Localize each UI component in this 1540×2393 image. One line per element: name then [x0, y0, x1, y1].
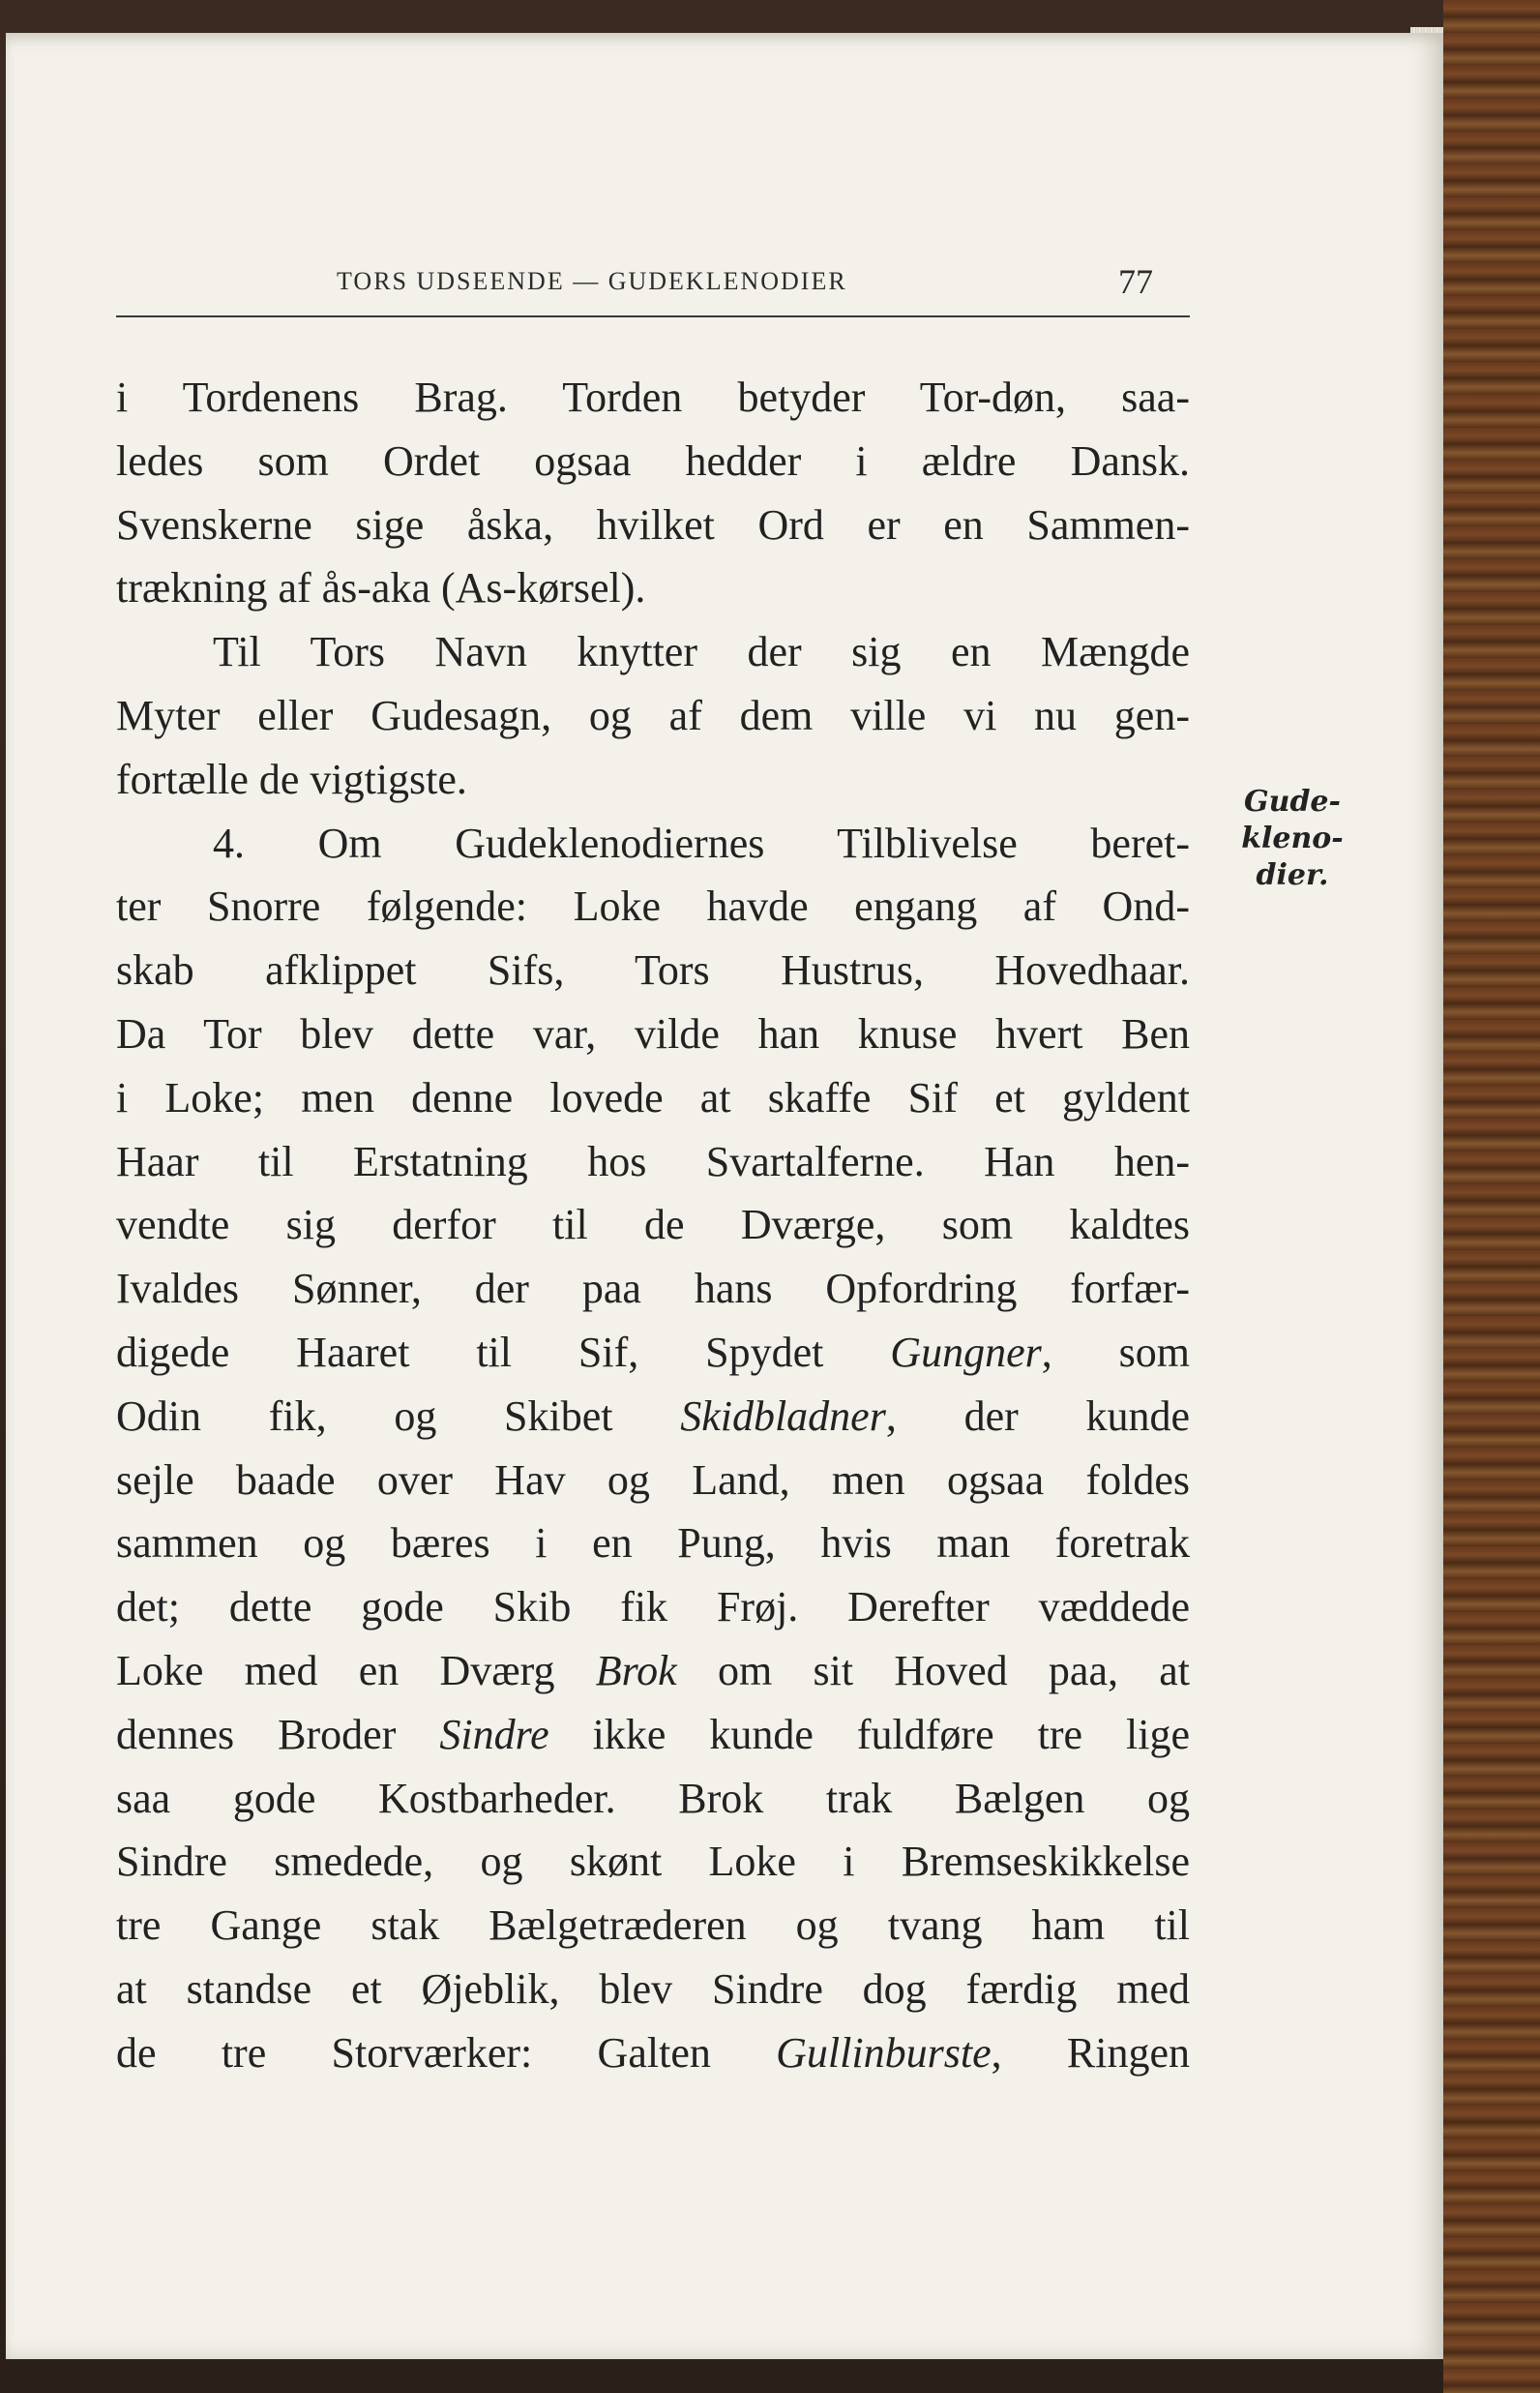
text-line: ledes som Ordet ogsaa hedder i ældre Dansk. — [116, 436, 1190, 485]
text-segment: dennes Broder — [116, 1710, 397, 1758]
text-line: sejle baade over Hav og Land, men ogsaa foldes — [116, 1455, 1190, 1504]
page-content — [116, 261, 1191, 2077]
text-line: 4. Om Gudeklenodiernes Tilblivelse beret- — [213, 819, 1190, 867]
text-line — [116, 2021, 1190, 2085]
text-line: saa gode Kostbarheder. Brok trak Bælgen og — [116, 1774, 1190, 1822]
text-segment: ikke kunde fuldføre tre lige — [548, 1710, 1190, 1758]
text-line: Myter eller Gudesagn, og af dem ville vi nu gen- — [116, 691, 1190, 739]
text-line — [116, 1321, 1190, 1385]
text-line: Ivaldes Sønner, der paa hans Opfordring forfær- — [116, 1265, 1190, 1313]
text-segment: digede Haaret til Sif, Spydet — [116, 1328, 824, 1376]
italic-name-skidbladner: Skidbladner — [680, 1391, 886, 1440]
running-title: TORS UDSEENDE — GUDEKLENODIER — [337, 267, 847, 295]
italic-name-gullinburste: Gullinburste — [776, 2028, 992, 2077]
running-head — [116, 261, 1190, 317]
margin-note-line: Gude- — [1244, 785, 1341, 819]
text-line: i Loke; men denne lovede at skaffe Sif et gyldent — [116, 1073, 1190, 1122]
italic-name-gungner: Gungner — [890, 1328, 1042, 1376]
page-number: 77 — [1118, 262, 1153, 301]
text-line: Da Tor blev dette var, vilde han knuse hvert Ben — [116, 1009, 1190, 1058]
text-line: Svenskerne sige åska, hvilket Ord er en Sammen- — [116, 500, 1190, 549]
text-segment: om sit Hoved paa, at — [676, 1646, 1191, 1694]
text-line: trækning af ås-aka (As-kørsel). — [116, 564, 646, 613]
text-line: Sindre smedede, og skønt Loke i Bremseskikkelse — [116, 1838, 1190, 1886]
body-text — [116, 366, 1190, 2085]
text-line: at standse et Øjeblik, blev Sindre dog færdig med — [116, 1964, 1190, 2013]
margin-note-line: dier. — [1256, 858, 1329, 892]
text-segment: de tre Storværker: Galten — [116, 2028, 711, 2077]
text-segment: , Ringen — [991, 2028, 1191, 2077]
text-line: sammen og bæres i en Pung, hvis man foretrak — [116, 1519, 1190, 1568]
text-line — [116, 1385, 1190, 1449]
text-line — [116, 1639, 1190, 1703]
text-segment: , som — [1041, 1328, 1190, 1376]
text-segment: Odin fik, og Skibet — [116, 1391, 613, 1440]
text-line: tre Gange stak Bælgetræderen og tvang ham til — [116, 1901, 1190, 1950]
margin-note — [1220, 784, 1365, 894]
text-line: vendte sig derfor til de Dværge, som kaldtes — [116, 1201, 1190, 1249]
book-spine — [1443, 0, 1540, 2393]
italic-name-brok: Brok — [595, 1646, 677, 1694]
text-line: skab afklippet Sifs, Tors Hustrus, Hovedhaar. — [116, 946, 1190, 995]
text-line: fortælle de vigtigste. — [116, 755, 467, 803]
text-line: Til Tors Navn knytter der sig en Mængde — [213, 628, 1190, 676]
text-line: i Tordenens Brag. Torden betyder Tor-døn, saa- — [116, 374, 1190, 421]
margin-note-line: kleno- — [1241, 822, 1344, 855]
text-line: Haar til Erstatning hos Svartalferne. Han hen- — [116, 1137, 1190, 1185]
text-line: ter Snorre følgende: Loke havde engang af Ond- — [116, 882, 1190, 931]
text-segment: , der kunde — [885, 1391, 1190, 1440]
book-page — [6, 33, 1443, 2359]
text-line — [116, 1703, 1190, 1767]
text-segment: Loke med en Dværg — [116, 1646, 555, 1694]
italic-name-sindre: Sindre — [439, 1710, 549, 1758]
text-line: det; dette gode Skib fik Frøj. Derefter væddede — [116, 1583, 1190, 1631]
